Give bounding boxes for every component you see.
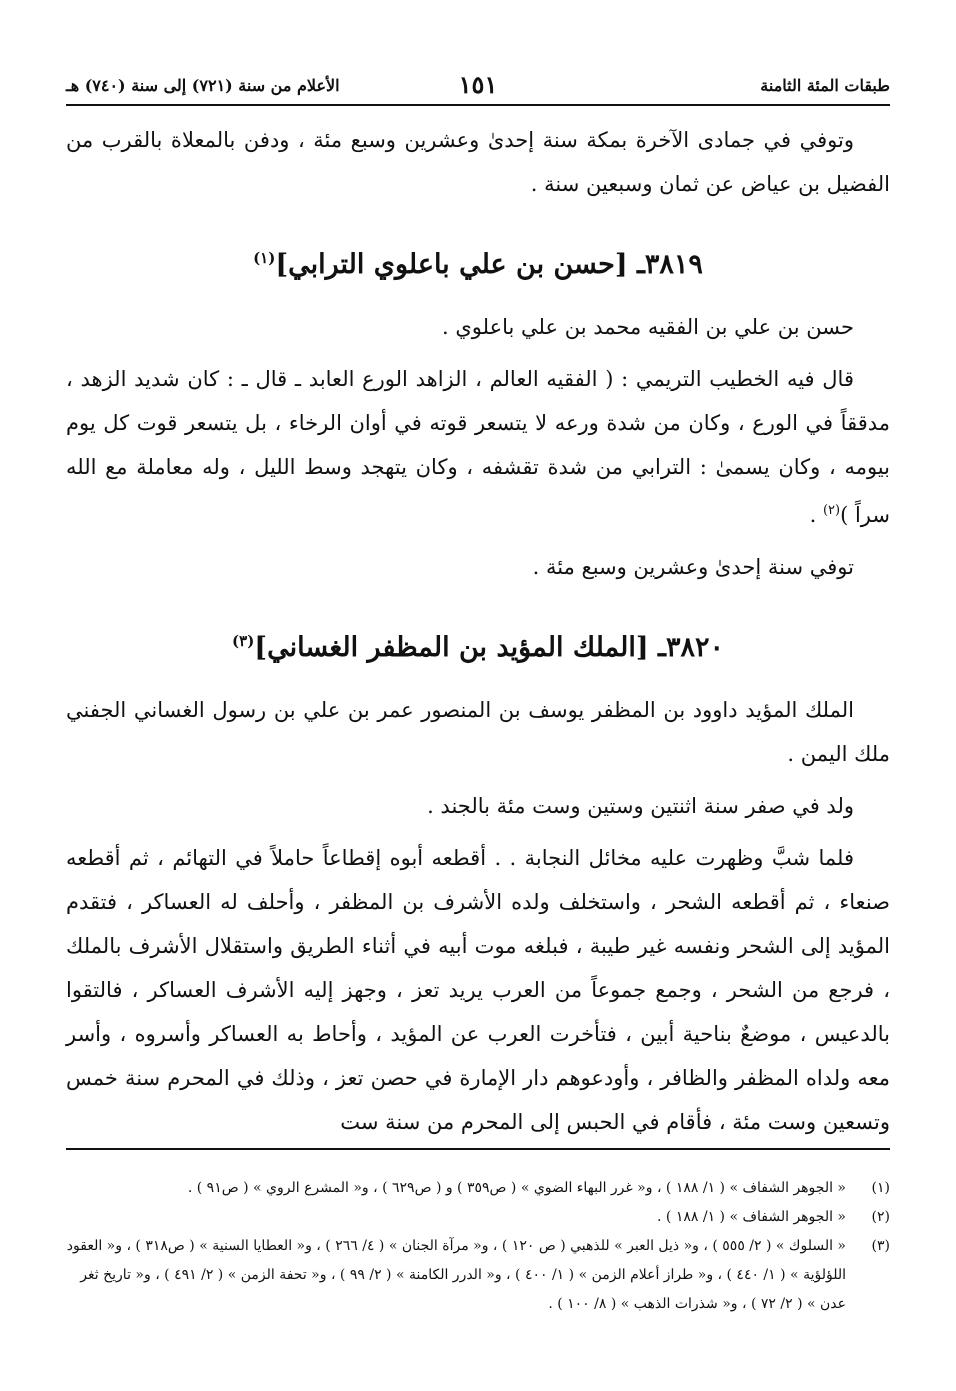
entry-3820-biography: فلما شبَّ وظهرت عليه مخائل النجابة . . أقطعه أبوه إقطاعاً حاملاً في التهائم ، ثم أقطعه صنعاء ، ثم أقطعه الشحر ، واستخلف ولده الأشرف بن المظفر ، وأحلف له العساكر ، فتقدم المؤيد إلى الشحر ونفسه غير طيبة ، فبلغه موت أبيه في أثناء الطريق واستقلال الأشرف بالملك ، فرجع من الشحر ، وجمع جموعاً من العرب يريد تعز ، وجهز إليه الأشرف العساكر ، فالتقوا بالدعيس ، موضعٌ بناحية أبين ، فتأخرت العرب عن المؤيد ، وأحاط به العساكر وأسروه ، وأسر معه ولداه المظفر والظافر ، وأودعوهم دار الإمارة في حصن تعز ، وذلك في المحرم سنة خمس وتسعين وست مئة ، فأقام في الحبس إلى المحرم من سنة ست [66, 846, 890, 1134]
page-number: ١٥١ [458, 70, 498, 99]
footnotes [66, 1148, 890, 1319]
entry-3819-quote-text: قال فيه الخطيب التريمي : ( الفقيه العالم ، الزاهد الورع العابد ـ قال ـ : كان شديد الزهد ، مدققاً في الورع ، وكان من شدة ورعه لا يتسعر قوته في أوان الرخاء ، بل يتسعر قوت كل يوم بيومه ، وكان يسمىٰ : الترابي من شدة تقشفه ، وكان يتهجد وسط الليل ، وله معاملة مع الله سراً ) [66, 367, 890, 527]
footnote-1 [66, 1174, 890, 1203]
footnote-ref-1: (١) [253, 249, 276, 267]
entry-3819-quote [66, 357, 890, 537]
footnote-ref-3: (٣) [232, 632, 255, 650]
footnote-3 [66, 1232, 890, 1319]
main-text [66, 118, 890, 1152]
footnote-ref-2: (٢) [822, 503, 841, 518]
entry-heading-3819 [66, 236, 890, 287]
footnote-number: (٣) [871, 1238, 890, 1254]
footnote-text: « السلوك » ( ٢/ ٥٥٥ ) ، و« ذيل العبر » للذهبي ( ص ١٢٠ ) ، و« مرآة الجنان » ( ٤/ ٢٦٦ ) ، و« العطايا السنية » ( ص٣١٨ ) ، و« العقود اللؤلؤية » ( ١/ ٤٤٠ ) ، و« طراز أعلام الزمن » ( ١/ ٤٠٠ ) ، و« الدرر الكامنة » ( ٢/ ٩٩ ) ، و« تحفة الزمن » ( ٢/ ٤٩١ ) ، و« تاريخ ثغر عدن » ( ٢/ ٧٢ ) ، و« شذرات الذهب » ( ٨/ ١٠٠ ) . [66, 1238, 846, 1312]
running-header [66, 70, 890, 106]
footnote-number: (١) [871, 1180, 890, 1196]
entry-heading-3820 [66, 619, 890, 670]
footnote-2 [66, 1203, 890, 1232]
entry-3819-death: توفي سنة إحدىٰ وعشرين وسبع مئة . [532, 555, 854, 579]
entry-heading-3819-text: ٣٨١٩ـ [حسن بن علي باعلوي الترابي] [275, 249, 703, 280]
header-book-title: طبقات المئة الثامنة [760, 76, 890, 95]
footnote-text: « الجوهر الشفاف » ( ١/ ١٨٨ ) ، و« غرر البهاء الضوي » ( ص٣٥٩ ) و ( ص٦٢٩ ) ، و« المشرع الروي » ( ص٩١ ) . [187, 1180, 846, 1196]
intro-paragraph: وتوفي في جمادى الآخرة بمكة سنة إحدىٰ وعشرين وسبع مئة ، ودفن بالمعلاة بالقرب من الفضيل بن عياض عن ثمان وسبعين سنة . [66, 128, 890, 196]
entry-3819-name: حسن بن علي بن الفقيه محمد بن علي باعلوي . [442, 315, 854, 339]
entry-3820-birth: ولد في صفر سنة اثنتين وستين وست مئة بالجند . [427, 794, 854, 818]
entry-3820-name: الملك المؤيد داوود بن المظفر يوسف بن المنصور عمر بن علي بن رسول الغساني الجفني ملك اليمن . [66, 698, 890, 766]
footnote-text: « الجوهر الشفاف » ( ١/ ١٨٨ ) . [657, 1209, 846, 1225]
entry-3819-quote-end: . [809, 503, 823, 527]
footnote-number: (٢) [871, 1209, 890, 1225]
entry-heading-3820-text: ٣٨٢٠ـ [الملك المؤيد بن المظفر الغساني] [254, 632, 724, 663]
header-year-range: الأعلام من سنة (٧٢١) إلى سنة (٧٤٠) هـ [66, 76, 340, 95]
